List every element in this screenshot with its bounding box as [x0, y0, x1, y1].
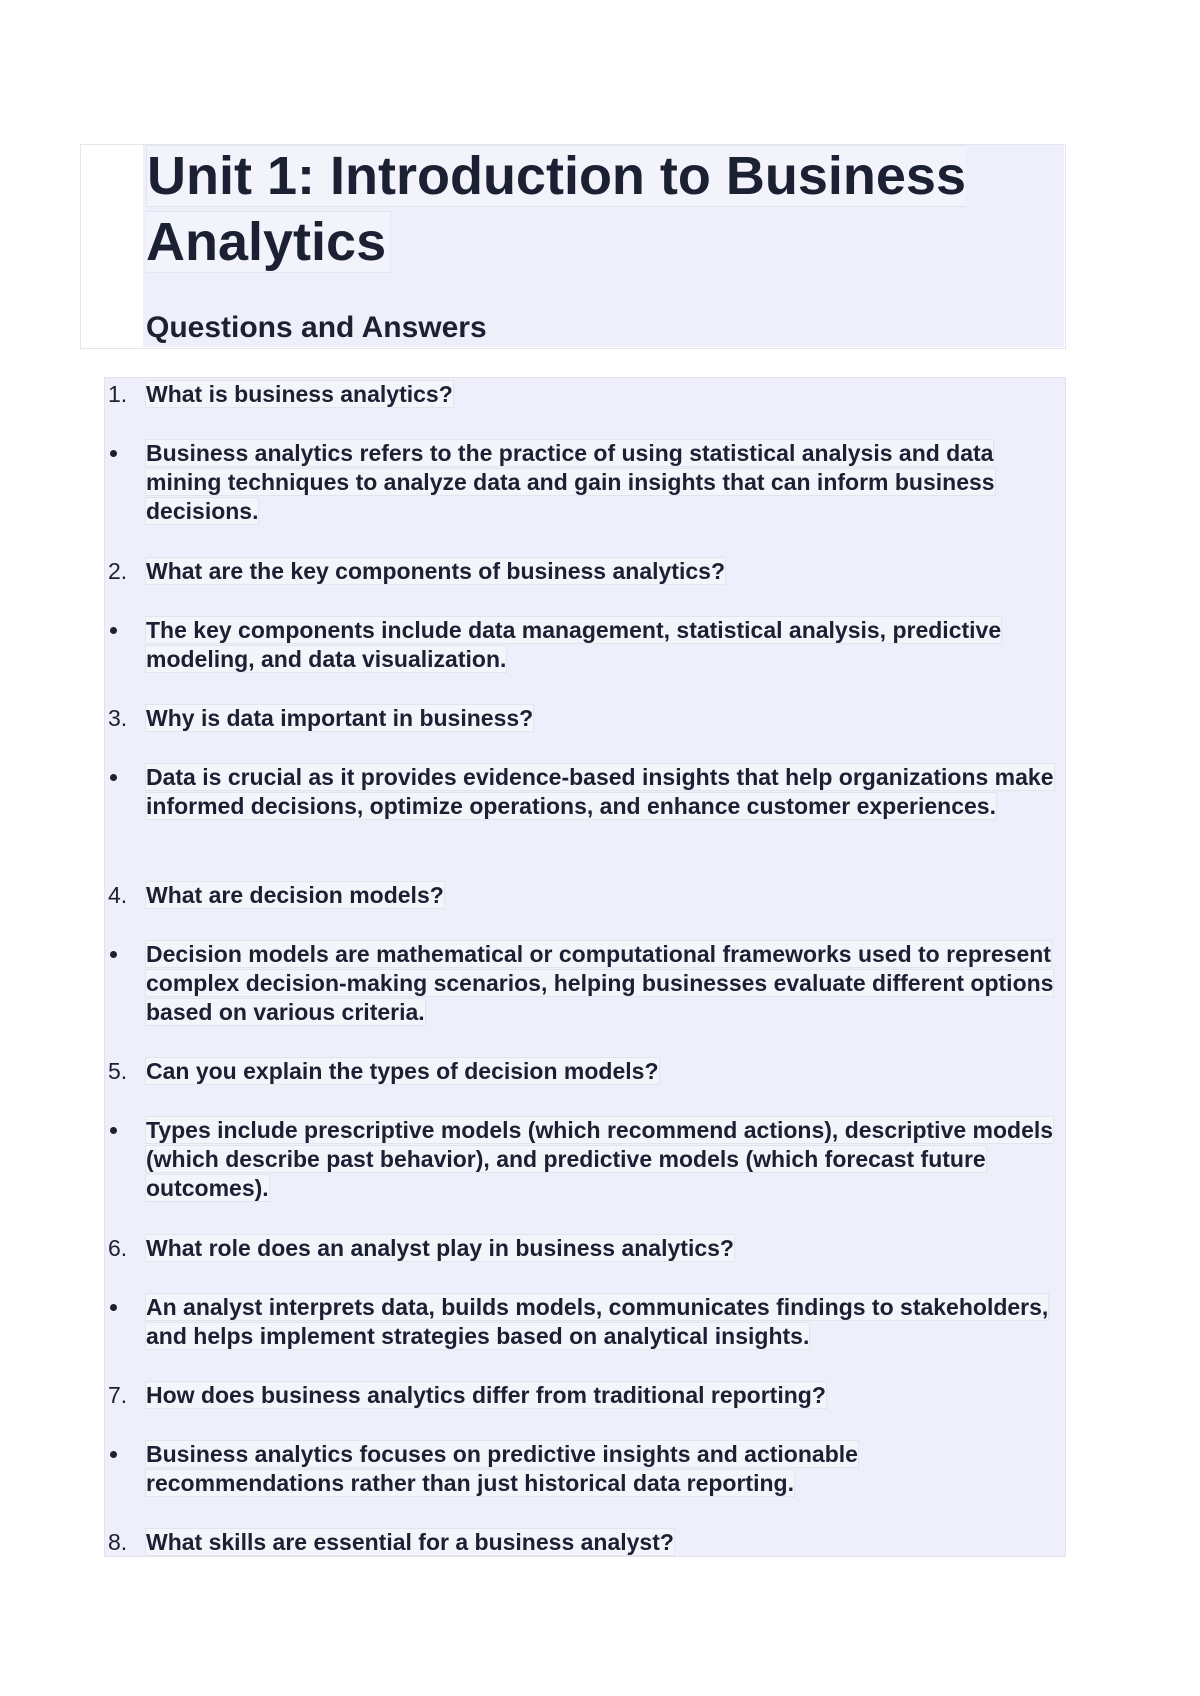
question-text: Can you explain the types of decision models? [146, 1058, 659, 1084]
bullet-icon [110, 450, 117, 457]
question-number: 7. [108, 1382, 128, 1408]
answer-text: Types include prescriptive models (which recommend actions), descriptive models (which describe past behavior), and predictive models (which forecast future outcomes). [146, 1117, 1054, 1201]
bullet-icon [110, 1304, 117, 1311]
question-number: 1. [108, 381, 128, 407]
question-text: How does business analytics differ from traditional reporting? [146, 1382, 826, 1408]
question-text: What are the key components of business analytics? [146, 558, 725, 584]
bullet-icon [110, 627, 117, 634]
question-number: 2. [108, 558, 128, 584]
answer-text: The key components include data management, statistical analysis, predictive modeling, and data visualization. [146, 617, 1002, 672]
question-number: 6. [108, 1235, 128, 1261]
answer-text: Data is crucial as it provides evidence-based insights that help organizations make informed decisions, optimize operations, and enhance customer experiences. [146, 764, 1054, 819]
bullet-icon [110, 1127, 117, 1134]
bullet-icon [110, 774, 117, 781]
question-number: 5. [108, 1058, 128, 1084]
page-subtitle: Questions and Answers [146, 311, 487, 344]
page-title-text: Unit 1: Introduction to Business Analytics [146, 146, 966, 272]
question-text: What are decision models? [146, 882, 444, 908]
question-text: Why is data important in business? [146, 705, 534, 731]
bullet-icon [110, 951, 117, 958]
answer-text: Business analytics refers to the practice of using statistical analysis and data mining techniques to analyze data and gain insights that can inform business decisions. [146, 440, 995, 524]
question-number: 8. [108, 1529, 128, 1555]
answer-text: Decision models are mathematical or computational frameworks used to represent complex decision-making scenarios, helping businesses evaluate different options based on various criteria. [146, 941, 1054, 1025]
question-number: 3. [108, 705, 128, 731]
answer-text: An analyst interprets data, builds models, communicates findings to stakeholders, and helps implement strategies based on analytical insights. [146, 1294, 1049, 1349]
question-text: What is business analytics? [146, 381, 453, 407]
question-number: 4. [108, 882, 128, 908]
bullet-icon [110, 1451, 117, 1458]
question-text: What skills are essential for a business analyst? [146, 1529, 674, 1555]
question-text: What role does an analyst play in business analytics? [146, 1235, 734, 1261]
page-title [146, 143, 1006, 275]
answer-text: Business analytics focuses on predictive insights and actionable recommendations rather than just historical data reporting. [146, 1441, 858, 1496]
